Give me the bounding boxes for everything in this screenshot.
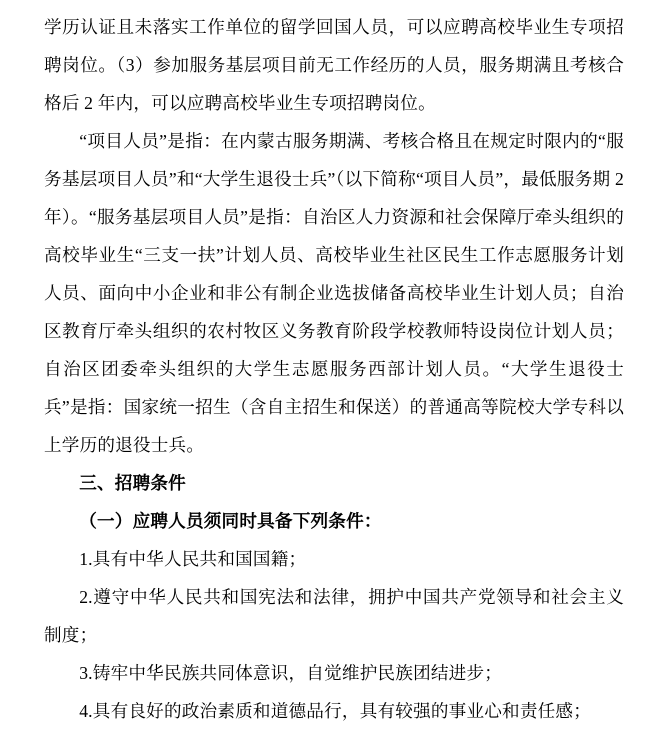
paragraph-continued: 学历认证且未落实工作单位的留学回国人员，可以应聘高校毕业生专项招聘岗位。（3）参加服务基层项目前无工作经历的人员，服务期满且考核合格后 2 年内，可以应聘高校毕业生专项招聘岗位。 xyxy=(44,17,624,113)
list-item-1: 1.具有中华人民共和国国籍； xyxy=(79,549,307,569)
list-item-3: 3.铸牢中华民族共同体意识，自觉维护民族团结进步； xyxy=(79,663,503,683)
paragraph-project-personnel: “项目人员”是指：在内蒙古服务期满、考核合格且在规定时限内的“服务基层项目人员”和“大学生退役士兵”（以下简称“项目人员”，最低服务期 2 年）。“服务基层项目人员”是指：自治区人力资源和社会保障厅牵头组织的高校毕业生“三支一扶”计划人员、高校毕业生社区民生工作志愿服务计划人员、面向中小企业和非公有制企业选拔储备高校毕业生计划人员；自治区教育厅牵头组织的农村牧区义务教育阶段学校教师特设岗位计划人员；自治区团委牵头组织的大学生志愿服务西部计划人员。“大学生退役士兵”是指：国家统一招生（含自主招生和保送）的普通高等院校大学专科以上学历的退役士兵。 xyxy=(44,131,624,455)
list-item-4: 4.具有良好的政治素质和道德品行，具有较强的事业心和责任感； xyxy=(79,701,592,721)
heading-section-three: 三、招聘条件 xyxy=(79,473,186,493)
list-item-2: 2.遵守中华人民共和国宪法和法律，拥护中国共产党领导和社会主义制度； xyxy=(44,587,624,645)
heading-subsection-one: （一）应聘人员须同时具备下列条件： xyxy=(79,511,382,531)
